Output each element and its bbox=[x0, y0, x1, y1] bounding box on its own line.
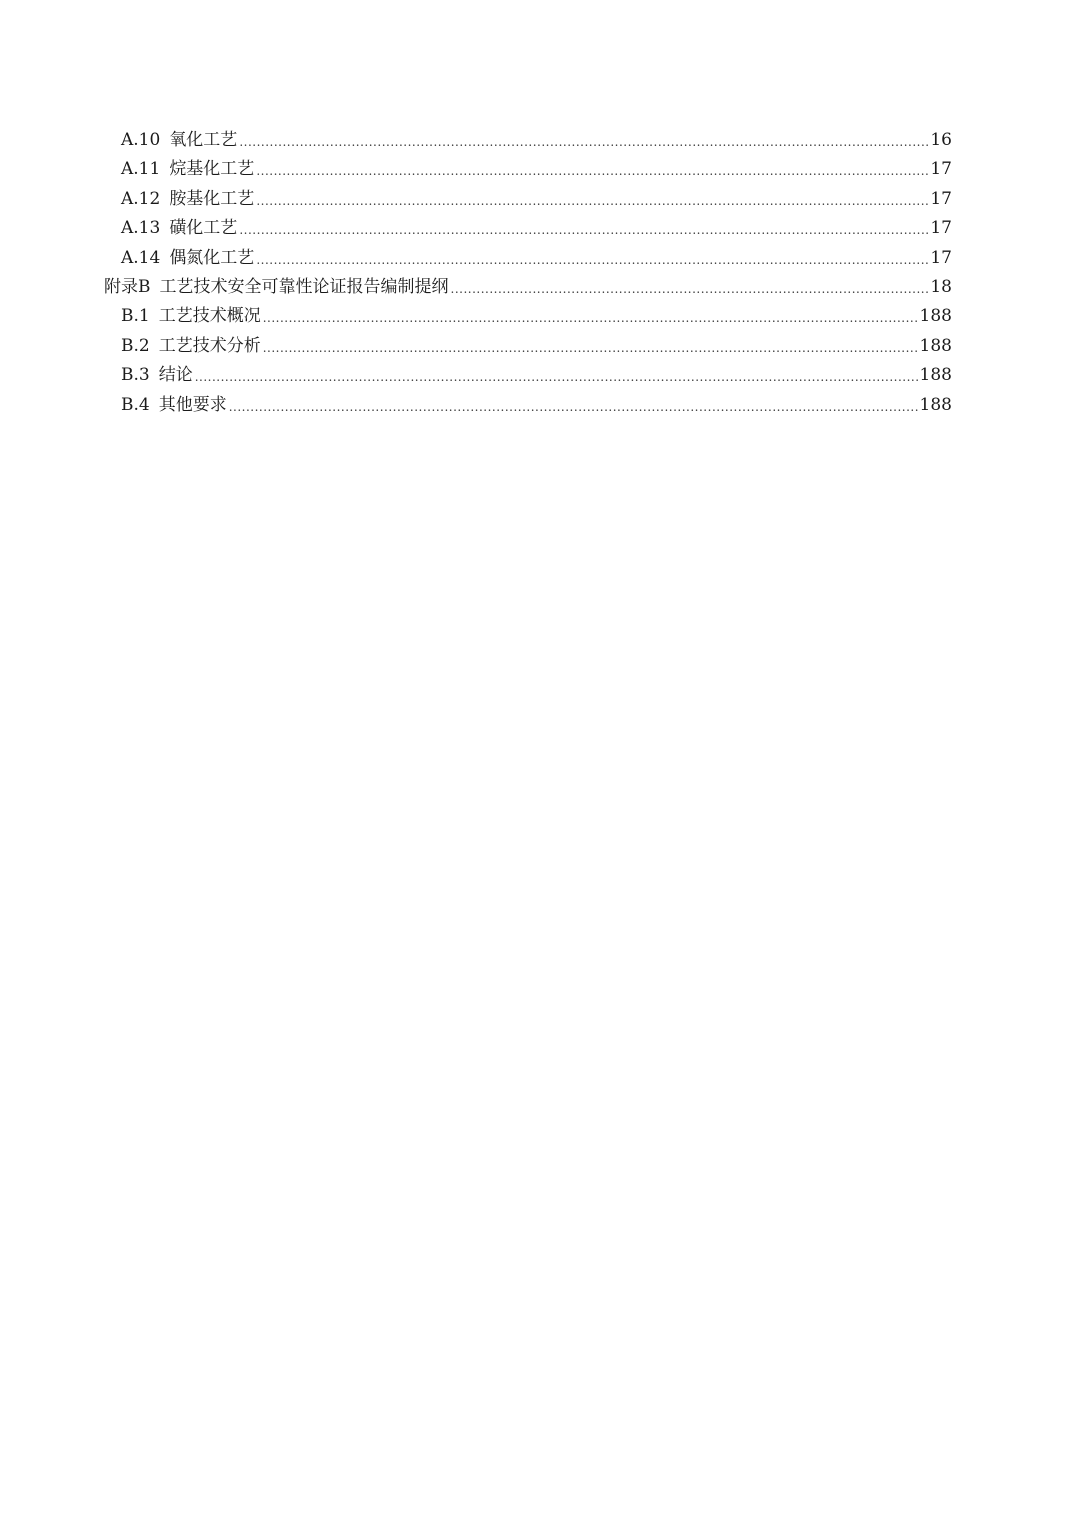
toc-dot-leader bbox=[229, 393, 918, 422]
toc-entry-page: 17 bbox=[930, 247, 952, 268]
toc-entry-page: 188 bbox=[919, 365, 952, 386]
toc-dot-leader bbox=[263, 304, 918, 333]
toc-entry-number: B.3 bbox=[121, 365, 150, 386]
toc-entry-number: A.10 bbox=[121, 130, 161, 150]
toc-dot-leader bbox=[263, 334, 918, 363]
toc-entry-number: A.11 bbox=[121, 159, 161, 180]
toc-entry-title: 工艺技术分析 bbox=[158, 335, 261, 356]
toc-entry-a12[interactable] bbox=[104, 185, 952, 214]
toc-entry-page: 188 bbox=[919, 306, 952, 327]
toc-entry-number: 附录B bbox=[104, 276, 151, 297]
toc-dot-leader bbox=[451, 275, 929, 304]
toc-entry-title: 其他要求 bbox=[158, 394, 227, 415]
toc-dot-leader bbox=[256, 246, 928, 275]
toc-entry-title: 烷基化工艺 bbox=[169, 159, 255, 180]
toc-entry-number: A.13 bbox=[121, 218, 161, 239]
toc-entry-b4[interactable] bbox=[104, 391, 952, 420]
toc-entry-a13[interactable] bbox=[104, 214, 952, 243]
toc-dot-leader bbox=[256, 157, 928, 186]
toc-entry-a10[interactable] bbox=[104, 126, 952, 155]
toc-entry-page: 17 bbox=[930, 188, 952, 209]
toc-entry-number: B.4 bbox=[121, 394, 150, 415]
toc-dot-leader bbox=[239, 216, 928, 245]
toc-entry-b2[interactable] bbox=[104, 332, 952, 361]
toc-entry-title: 工艺技术安全可靠性论证报告编制提纲 bbox=[159, 276, 449, 297]
toc-dot-leader bbox=[239, 128, 928, 157]
toc-entry-b1[interactable] bbox=[104, 302, 952, 331]
toc-entry-a11[interactable] bbox=[104, 155, 952, 184]
toc-entry-title: 氧化工艺 bbox=[169, 130, 238, 150]
toc-entry-number: A.12 bbox=[121, 188, 161, 209]
toc-entry-page: 17 bbox=[930, 159, 952, 180]
table-of-contents bbox=[104, 126, 952, 420]
toc-entry-page: 17 bbox=[930, 218, 952, 239]
toc-entry-b3[interactable] bbox=[104, 361, 952, 390]
toc-entry-page: 188 bbox=[919, 394, 952, 415]
toc-entry-number: B.2 bbox=[121, 335, 150, 356]
toc-entry-number: A.14 bbox=[121, 247, 161, 268]
toc-dot-leader bbox=[195, 363, 918, 392]
toc-entry-appendix-b[interactable] bbox=[104, 273, 952, 302]
toc-entry-page: 16 bbox=[930, 130, 952, 150]
toc-entry-title: 胺基化工艺 bbox=[169, 188, 255, 209]
toc-entry-title: 偶氮化工艺 bbox=[169, 247, 255, 268]
toc-entry-page: 18 bbox=[930, 276, 952, 297]
toc-entry-a14[interactable] bbox=[104, 244, 952, 273]
toc-entry-title: 工艺技术概况 bbox=[158, 306, 261, 327]
toc-entry-number: B.1 bbox=[121, 306, 150, 327]
toc-entry-title: 磺化工艺 bbox=[169, 218, 238, 239]
toc-entry-title: 结论 bbox=[158, 365, 193, 386]
toc-dot-leader bbox=[256, 187, 928, 216]
toc-entry-page: 188 bbox=[919, 335, 952, 356]
